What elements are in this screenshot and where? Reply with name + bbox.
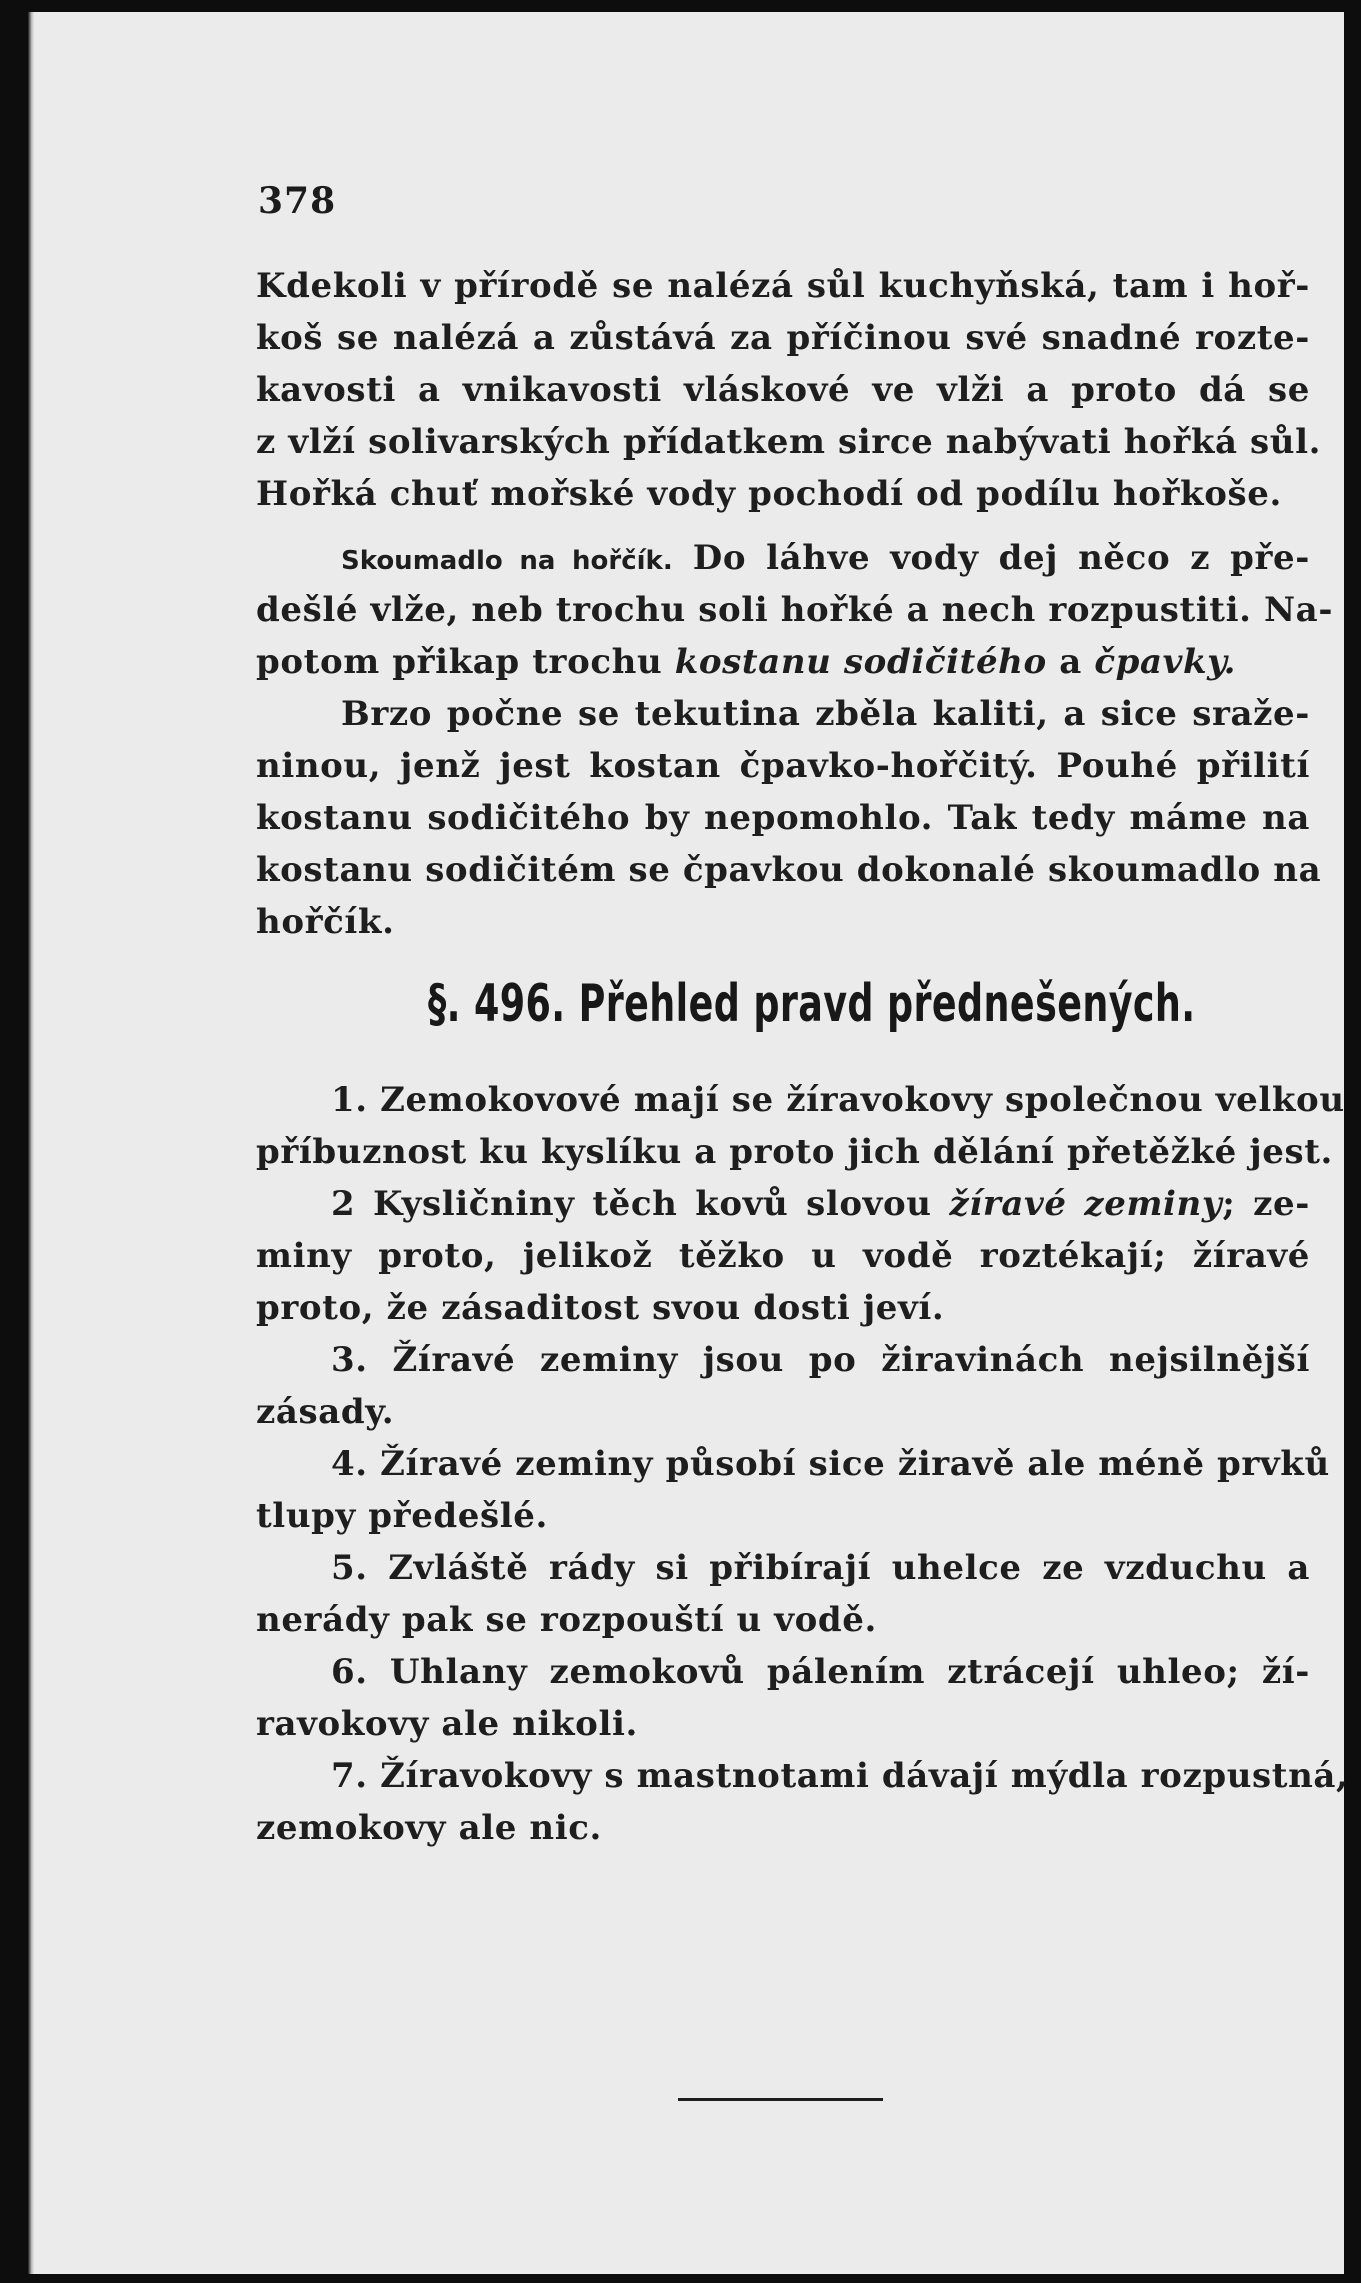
text-line [256, 532, 1310, 584]
text-fragment: Do láhve vody dej něco z pře- [692, 538, 1311, 578]
italic-term: čpavky. [1094, 642, 1237, 682]
list-item-line: 1. Zemokovové mají se žíravokovy společnou velkou [331, 1080, 1345, 1120]
text-line: kostanu sodičitého by nepomohlo. Tak tedy máme na [256, 798, 1310, 838]
text-line: koš se nalézá a zůstává za příčinou své snadné rozte- [256, 318, 1310, 358]
intro-paragraph [256, 260, 1322, 520]
closing-rule [678, 2098, 883, 2101]
list-item-line: proto, že zásaditost svou dosti jeví. [256, 1288, 945, 1328]
page-binding-edge [28, 12, 34, 2274]
text-line: Hořká chuť mořské vody pochodí od podílu hořkoše. [256, 474, 1282, 514]
list-item-line: příbuznost ku kyslíku a proto jich dělání přetěžké jest. [256, 1132, 1333, 1172]
list-item-line: tlupy předešlé. [256, 1496, 548, 1536]
text-line: ninou, jenž jest kostan čpavko-hořčitý. Pouhé přilití [256, 746, 1310, 786]
text-line: kostanu sodičitém se čpavkou dokonalé skoumadlo na [256, 850, 1322, 890]
paragraph-label: Skoumadlo na hořčík. [341, 546, 673, 576]
list-item-line: 6. Uhlany zemokovů pálením ztrácejí uhleo; ží- [331, 1652, 1310, 1692]
test-paragraph [256, 532, 1334, 948]
text-fragment: ; ze- [1222, 1184, 1310, 1224]
list-item-line: 3. Žíravé zeminy jsou po žiravinách nejsilnější [331, 1340, 1310, 1380]
book-page [28, 12, 1349, 2274]
italic-term: kostanu sodičitého [674, 642, 1047, 682]
list-item-line: 4. Žíravé zeminy působí sice žiravě ale méně prvků [331, 1444, 1330, 1484]
list-item-line: nerády pak se rozpouští u vodě. [256, 1600, 877, 1640]
list-item-line: zemokovy ale nic. [256, 1808, 602, 1848]
list-item-line [256, 1178, 1310, 1230]
text-line: Kdekoli v přírodě se nalézá sůl kuchyňská, tam i hoř- [256, 266, 1310, 306]
text-line: Brzo počne se tekutina zběla kaliti, a sice sraže- [341, 694, 1310, 734]
list-item-line: 5. Zvláště rády si přibírají uhelce ze vzduchu a [331, 1548, 1310, 1588]
italic-term: žíravé zeminy [949, 1184, 1223, 1224]
text-fragment: potom přikap trochu [256, 642, 663, 682]
list-item-line: miny proto, jelikož těžko u vodě roztékají; žíravé [256, 1236, 1310, 1276]
page-number: 378 [258, 180, 337, 222]
text-line [256, 636, 1310, 688]
text-line: hořčík. [256, 902, 395, 942]
text-fragment: a [1059, 642, 1082, 682]
list-item-line: ravokovy ale nikoli. [256, 1704, 638, 1744]
list-item-line: 7. Žíravokovy s mastnotami dávají mýdla rozpustná, [331, 1756, 1349, 1796]
summary-list [256, 1074, 1349, 1854]
text-fragment: 2 Kysličniny těch kovů slovou [331, 1184, 932, 1224]
section-heading: §. 496. Přehled pravd přednešených. [428, 974, 1196, 1034]
text-line: dešlé vlže, neb trochu soli hořké a nech rozpustiti. Na- [256, 590, 1334, 630]
list-item-line: zásady. [256, 1392, 395, 1432]
text-line: z vlží solivarských přídatkem sirce nabývati hořká sůl. [256, 422, 1322, 462]
text-line: kavosti a vnikavosti vláskové ve vlži a proto dá se [256, 370, 1310, 410]
